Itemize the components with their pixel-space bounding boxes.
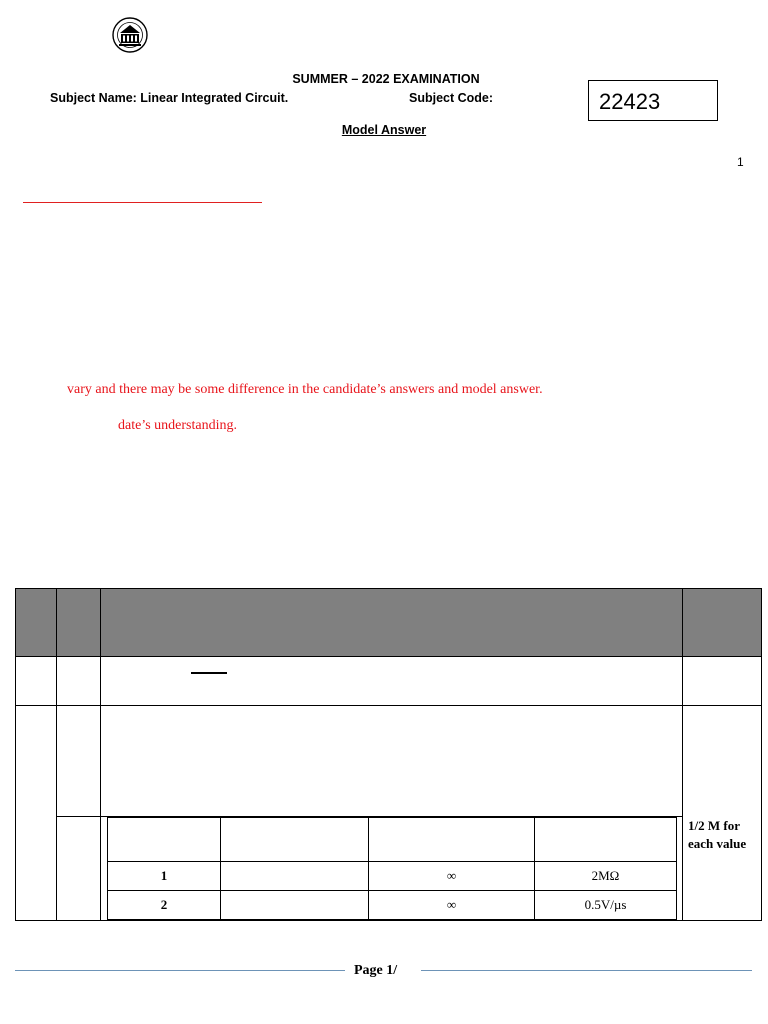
row-divider-2: [15, 705, 762, 706]
table-border-left: [15, 588, 16, 921]
instruction-line-2: date’s understanding.: [118, 418, 237, 433]
table-row: [108, 862, 677, 891]
institution-logo: [108, 16, 152, 56]
header-cell-answer: [101, 589, 682, 656]
ideal-value-cell: ∞: [369, 891, 535, 920]
column-divider-3: [682, 588, 683, 921]
table-border-top: [15, 588, 762, 589]
sr-no-cell: 2: [108, 891, 221, 920]
table-row: [108, 818, 677, 862]
footer-page-label: Page 1/: [354, 963, 398, 978]
subject-code-box: 22423: [588, 80, 718, 121]
footer-line-right: [421, 970, 752, 971]
column-divider-2: [100, 588, 101, 921]
header-cell-q-no: [16, 589, 56, 656]
header-cell-marks: [683, 589, 761, 656]
answer-table: [15, 588, 762, 921]
marks-note: 1/2 M for each value: [688, 818, 747, 851]
subject-code-label: Subject Code:: [409, 91, 494, 105]
header-cell-sub-q: [57, 589, 100, 656]
table-border-right: [761, 588, 762, 921]
model-answer-heading: Model Answer: [341, 123, 427, 137]
ideal-value-cell: ∞: [369, 862, 535, 891]
table-border-bottom: [15, 920, 762, 921]
table-row: [108, 891, 677, 920]
row-divider-1: [15, 656, 762, 657]
column-divider-1: [56, 588, 57, 921]
parameter-comparison-table: [107, 817, 677, 920]
footer-line-left: [15, 970, 345, 971]
sr-no-cell: 1: [108, 862, 221, 891]
instruction-line-1: vary and there may be some difference in the candidate’s answers and model answer.: [67, 382, 543, 397]
exam-title: SUMMER – 2022 EXAMINATION: [292, 72, 480, 86]
red-divider: [23, 202, 262, 203]
subject-name: Subject Name: Linear Integrated Circuit.: [50, 91, 289, 105]
practical-value-cell: 0.5V/µs: [535, 891, 677, 920]
page-number-top: 1: [737, 155, 744, 169]
practical-value-cell: 2MΩ: [535, 862, 677, 891]
overbar-symbol: [191, 672, 227, 674]
